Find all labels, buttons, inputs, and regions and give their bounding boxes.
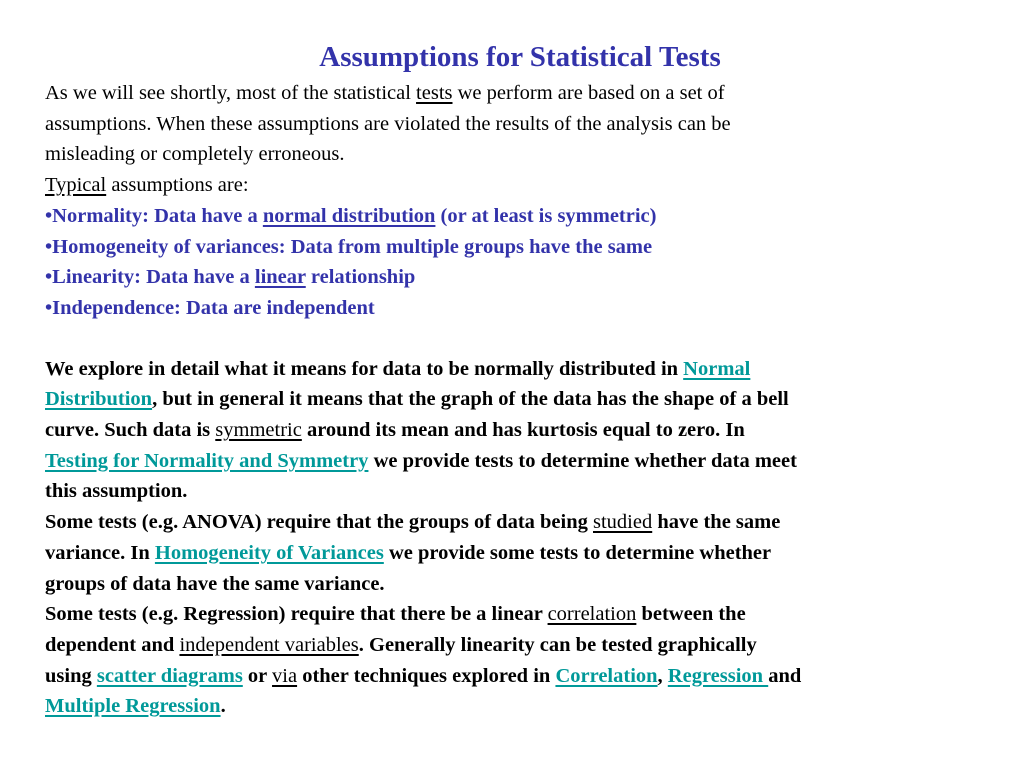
correlation-link[interactable]: Correlation xyxy=(555,664,658,687)
text: , xyxy=(657,664,668,687)
studied-link[interactable]: studied xyxy=(593,511,653,534)
text: . xyxy=(220,695,226,718)
bullet-homogeneity: •Homogeneity of variances: Data from multiple groups have the same xyxy=(45,235,653,258)
text: between the xyxy=(636,603,746,626)
testing-normality-link[interactable]: Testing for Normality and Symmetry xyxy=(45,449,369,472)
normal-distribution-page-link[interactable]: Normal xyxy=(683,357,751,380)
text: we provide some tests to determine whether xyxy=(383,541,772,564)
symmetric-link[interactable]: symmetric xyxy=(215,419,302,442)
text: . Generally linearity can be tested graphically xyxy=(358,633,757,656)
bullet-linearity xyxy=(45,262,995,293)
text: (or at least is symmetric) xyxy=(435,204,657,227)
slide xyxy=(45,40,995,722)
text: We explore in detail what it means for data to be normally distributed in xyxy=(45,357,684,380)
text: Some tests (e.g. Regression) require that there be a linear xyxy=(45,603,548,626)
body-line-7 xyxy=(45,538,995,569)
correlation-word-link[interactable]: correlation xyxy=(547,603,637,626)
body-line-9 xyxy=(45,599,995,630)
linear-link[interactable]: linear xyxy=(254,266,306,289)
independent-variables-link[interactable]: independent variables xyxy=(179,633,359,656)
intro-line-2: assumptions. When these assumptions are violated the results of the analysis can be xyxy=(45,112,731,135)
intro-line-4 xyxy=(45,170,995,201)
multiple-regression-link[interactable]: Multiple Regression xyxy=(45,695,221,718)
text: and xyxy=(768,664,802,687)
bullet-normality xyxy=(45,201,995,232)
text: assumptions are: xyxy=(106,174,249,197)
slide-title: Assumptions for Statistical Tests xyxy=(319,41,721,73)
text: have the same xyxy=(652,511,781,534)
typical-link[interactable]: Typical xyxy=(45,174,107,197)
text: , but in general it means that the graph of the data has the shape of a bell xyxy=(152,388,789,411)
text: variance. In xyxy=(45,541,155,564)
text: dependent and xyxy=(45,633,180,656)
text: using xyxy=(45,664,97,687)
text: other techniques explored in xyxy=(297,664,556,687)
body-line-10 xyxy=(45,630,995,661)
body-line-11 xyxy=(45,661,995,692)
body-line-12 xyxy=(45,691,995,722)
normal-distribution-link[interactable]: normal distribution xyxy=(262,204,436,227)
body-line-1 xyxy=(45,354,995,385)
scatter-diagrams-link[interactable]: scatter diagrams xyxy=(96,664,243,687)
via-link[interactable]: via xyxy=(272,664,298,687)
tests-link[interactable]: tests xyxy=(416,82,453,104)
body-line-5: this assumption. xyxy=(45,480,188,503)
body-line-2 xyxy=(45,384,995,415)
body-line-6 xyxy=(45,507,995,538)
body-line-4 xyxy=(45,446,995,477)
body-line-3 xyxy=(45,415,995,446)
spacer xyxy=(45,324,995,354)
text: we provide tests to determine whether data meet xyxy=(368,449,797,472)
regression-link[interactable]: Regression xyxy=(667,664,769,687)
text: we perform are based on a set of xyxy=(452,82,725,104)
body-line-8: groups of data have the same variance. xyxy=(45,572,385,595)
text: or xyxy=(242,664,273,687)
bullet-independence: •Independence: Data are independent xyxy=(45,296,375,319)
text: •Normality: Data have a xyxy=(45,204,263,227)
text: •Linearity: Data have a xyxy=(45,266,255,289)
homogeneity-variances-link[interactable]: Homogeneity of Variances xyxy=(154,541,384,564)
text: curve. Such data is xyxy=(45,419,216,442)
text: relationship xyxy=(305,266,416,289)
intro-line-3: misleading or completely erroneous. xyxy=(45,143,345,166)
text: around its mean and has kurtosis equal to zero. In xyxy=(301,419,745,442)
intro-line-1 xyxy=(45,78,995,109)
text: Some tests (e.g. ANOVA) require that the groups of data being xyxy=(45,511,593,534)
normal-distribution-page-link-cont[interactable]: Distribution xyxy=(45,388,153,411)
text: As we will see shortly, most of the statistical xyxy=(45,82,417,104)
